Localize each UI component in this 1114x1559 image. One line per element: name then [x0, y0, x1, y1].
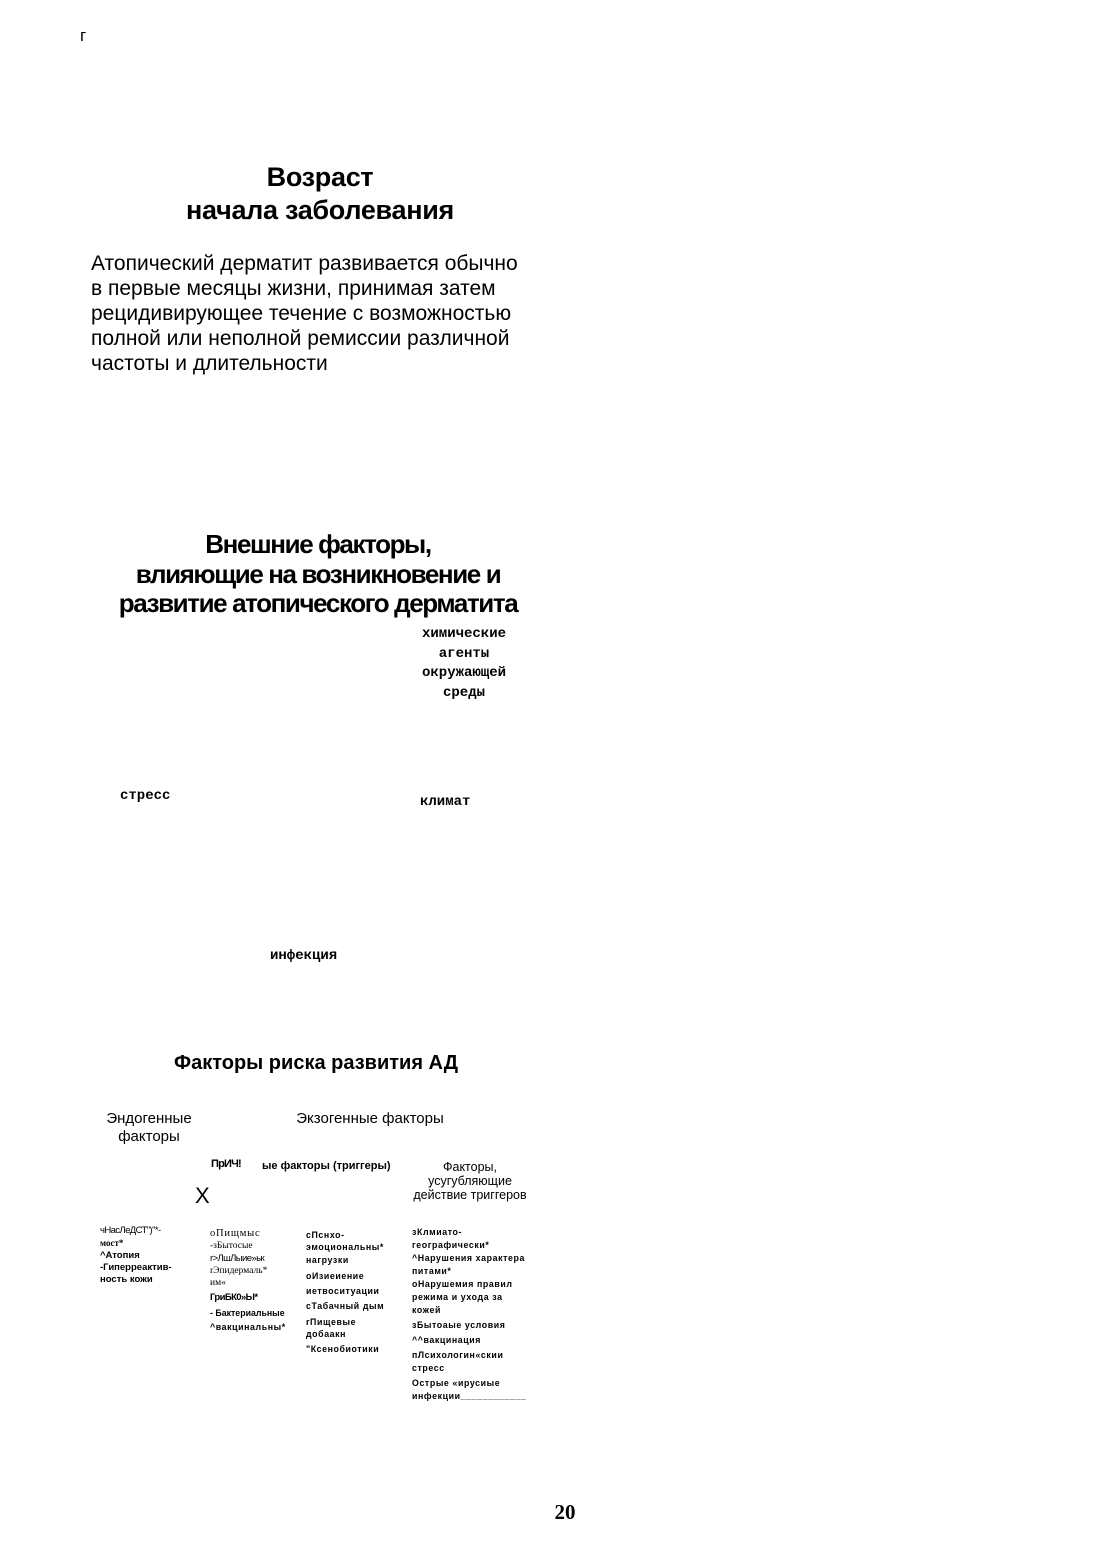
list-item: "Ксенобиотики — [306, 1344, 380, 1355]
list-item: пЛсихологин«скии — [412, 1350, 504, 1360]
paragraph-line: частоты и длительности — [91, 352, 328, 375]
aggravating-header — [400, 1160, 540, 1202]
list-item: оИзиеиение — [306, 1270, 365, 1281]
list-item: - Бактериальные — [210, 1307, 285, 1318]
endogenous-list — [100, 1225, 172, 1286]
external-title-line: Внешние факторы, — [205, 529, 431, 559]
external-title-line: влияющие на возникновение и — [135, 558, 501, 589]
list-item: сПснхо- — [306, 1230, 345, 1240]
x-mark: X — [195, 1183, 210, 1208]
corner-mark: г — [80, 26, 87, 45]
list-item: ^Нарушения характера — [412, 1253, 525, 1263]
list-item: инфекции____________ — [412, 1391, 527, 1401]
age-title-line: Возраст — [266, 162, 374, 192]
aggravating-line: усугубляющие — [428, 1174, 512, 1188]
aggravating-line: Факторы, — [442, 1160, 497, 1174]
infection-label: инфекция — [270, 948, 338, 964]
chemical-line: среды — [442, 684, 485, 701]
chemical-line: химические — [421, 626, 506, 642]
chemical-agents-label — [380, 625, 548, 703]
paragraph-line: полной или неполной ремиссии различной — [91, 327, 510, 350]
causal-list-2 — [306, 1229, 384, 1356]
list-item: чНасЛеДСТ")"*- — [100, 1225, 161, 1236]
stress-label: стресс — [120, 788, 171, 804]
chemical-line: агенты — [438, 645, 490, 662]
list-item: ^вакцинальны* — [210, 1322, 286, 1333]
list-item: кожей — [412, 1305, 441, 1315]
list-item: нагрузки — [306, 1254, 349, 1265]
list-item: зКлмиато- — [412, 1227, 463, 1237]
list-item: оПищмыс — [210, 1228, 261, 1239]
list-item: -зБытосые — [210, 1241, 253, 1252]
list-item: ность кожи — [100, 1274, 153, 1286]
paragraph-line: Атопический дерматит развивается обычно — [91, 252, 518, 275]
aggravating-list — [412, 1226, 527, 1403]
list-item: ГриБК0»Ы* — [210, 1292, 258, 1304]
list-item: сТабачный дым — [306, 1301, 385, 1312]
list-item: зБытоаые условия — [412, 1320, 506, 1330]
list-item: rЭпидермаль* — [210, 1265, 268, 1276]
external-factors-title — [80, 530, 556, 619]
age-paragraph — [91, 251, 547, 376]
list-item: оНарушемия правил — [412, 1279, 513, 1289]
list-item: им« — [210, 1278, 226, 1289]
causal-factors-header: ые факторы (триггеры) — [262, 1160, 391, 1172]
age-title — [130, 161, 510, 227]
endogenous-header — [90, 1110, 208, 1146]
climate-label: климат — [420, 794, 471, 810]
list-item: стресс — [412, 1363, 445, 1373]
list-item: питами* — [412, 1266, 452, 1276]
list-item: ^Атопия — [100, 1249, 140, 1261]
list-item: иетвоситуации — [306, 1286, 380, 1297]
paragraph-line: в первые месяцы жизни, принимая затем — [91, 277, 496, 300]
causal-prefix: ПрИЧ! — [211, 1158, 241, 1170]
risk-factors-title: Факторы риска развития АД — [174, 1052, 458, 1074]
list-item: добаакн — [306, 1329, 347, 1340]
endogenous-line: факторы — [118, 1128, 180, 1145]
aggravating-line: действие триггеров — [413, 1188, 527, 1202]
external-title-line: развитие атопического дерматита — [118, 588, 518, 618]
list-item: -Гиперреактив- — [100, 1261, 172, 1273]
list-item: мост* — [100, 1238, 124, 1249]
list-item: эмоциональны* — [306, 1242, 384, 1253]
chemical-line: окружающей — [421, 665, 506, 681]
exogenous-header: Экзогенные факторы — [296, 1110, 444, 1127]
list-item: Острые «ирусиые — [412, 1378, 501, 1388]
list-item: географически* — [412, 1240, 490, 1250]
page-number: 20 — [554, 1500, 576, 1524]
list-item: режима и ухода за — [412, 1292, 503, 1302]
age-title-line: начала заболевания — [186, 195, 454, 225]
list-item: ^^вакцинация — [412, 1335, 482, 1345]
paragraph-line: рецидивирующее течение с возможностью — [91, 302, 512, 325]
list-item: rПищевые — [306, 1316, 357, 1327]
causal-list-1 — [210, 1228, 286, 1333]
list-item: r>ЛшЛыие»ьк — [210, 1252, 265, 1264]
endogenous-line: Эндогенные — [106, 1110, 192, 1127]
